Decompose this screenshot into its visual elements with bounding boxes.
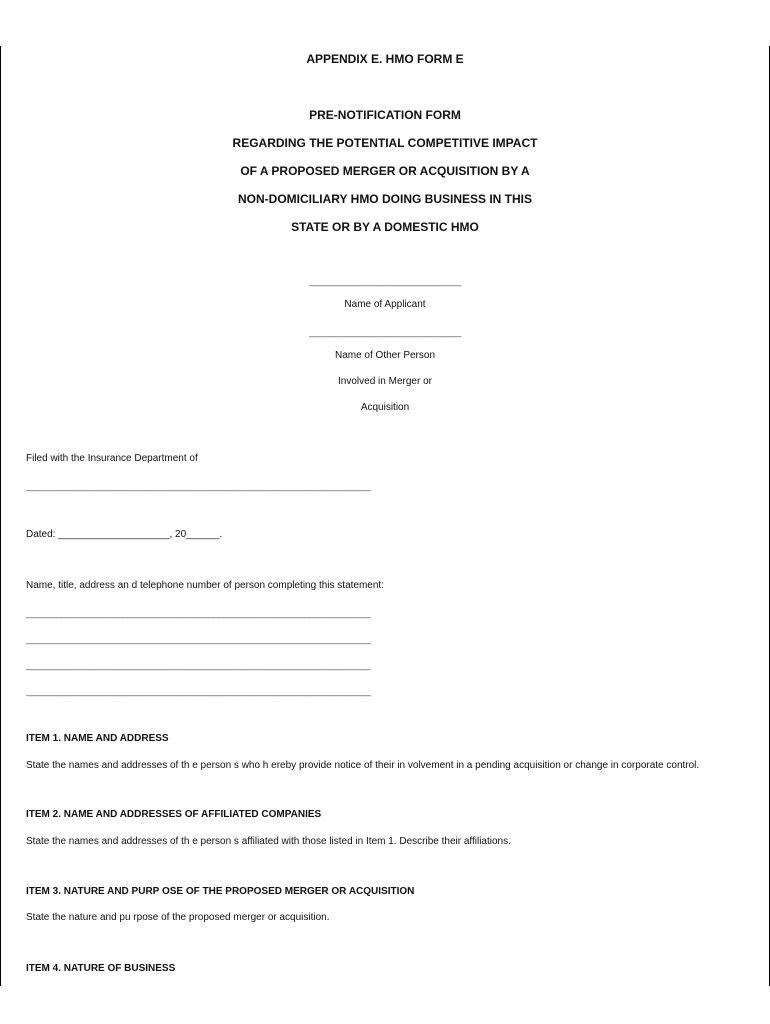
person-line[interactable]: ____________________________________________________________________ — [26, 634, 371, 645]
person-line[interactable]: ____________________________________________________________________ — [26, 660, 371, 671]
person-line[interactable]: ____________________________________________________________________ — [26, 686, 371, 697]
item-text: State the nature and pu rpose of the proposed merger or acquisition. — [26, 912, 330, 923]
title-line: NON-DOMICILIARY HMO DOING BUSINESS IN THIS — [237, 192, 532, 206]
title-line: PRE-NOTIFICATION FORM — [309, 108, 461, 122]
item-heading: ITEM 4. NATURE OF BUSINESS — [26, 963, 176, 974]
applicant-name-label: Name of Applicant — [344, 299, 426, 310]
title-line: REGARDING THE POTENTIAL COMPETITIVE IMPACT — [232, 136, 538, 150]
item-text: State the names and addresses of th e person s who h ereby provide notice of their in volvement in a pending acquisition or change in corporate control. — [26, 760, 700, 771]
filed-with-line[interactable]: ____________________________________________________________________ — [26, 481, 371, 492]
item-heading: ITEM 1. NAME AND ADDRESS — [26, 733, 169, 744]
item-heading: ITEM 2. NAME AND ADDRESSES OF AFFILIATED COMPANIES — [26, 809, 322, 820]
item-text: State the names and addresses of th e person s affiliated with those listed in Item 1. Describe their affiliations. — [26, 836, 511, 847]
title-line: STATE OR BY A DOMESTIC HMO — [291, 220, 479, 234]
title-line: OF A PROPOSED MERGER OR ACQUISITION BY A — [240, 164, 530, 178]
other-person-signature-line[interactable]: ______________________________ — [309, 327, 461, 338]
filed-with-label: Filed with the Insurance Department of — [26, 453, 198, 464]
applicant-signature-line[interactable]: ______________________________ — [309, 276, 461, 287]
other-person-label: Acquisition — [360, 402, 410, 413]
other-person-label: Involved in Merger or — [338, 376, 432, 387]
other-person-label: Name of Other Person — [334, 350, 436, 361]
person-completing-label: Name, title, address an d telephone number of person completing this statement: — [26, 580, 384, 591]
appendix-heading: APPENDIX E. HMO FORM E — [306, 52, 464, 66]
dated-field[interactable]: Dated: ____________________, 20______. — [26, 529, 223, 540]
item-heading: ITEM 3. NATURE AND PURP OSE OF THE PROPOSED MERGER OR ACQUISITION — [26, 886, 415, 897]
person-line[interactable]: ____________________________________________________________________ — [26, 608, 371, 619]
